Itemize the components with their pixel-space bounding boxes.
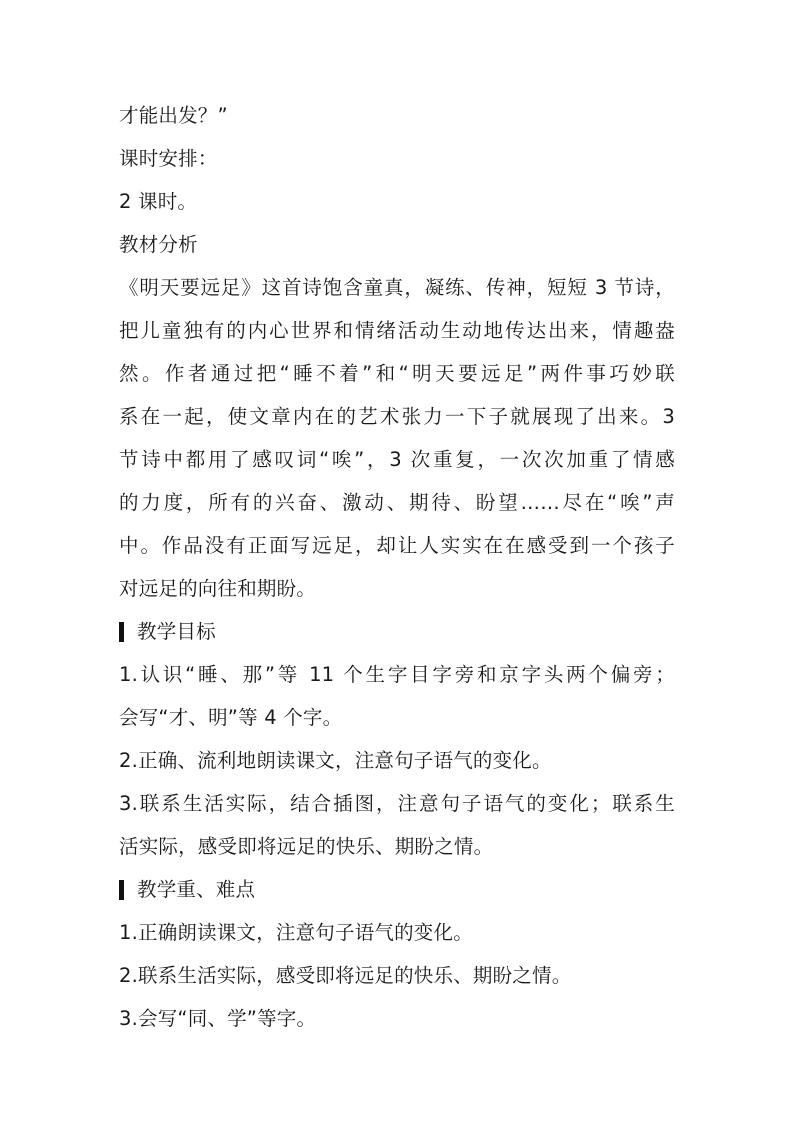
analysis-paragraph-line: 《明天要远足》这首诗饱含童真，凝练、传神，短短 3 节诗，	[119, 276, 675, 299]
analysis-paragraph-line: 的力度，所有的兴奋、激动、期待、盼望……尽在“唉”声	[119, 491, 675, 514]
key-points-title: 教学重、难点	[137, 878, 256, 901]
objective-line: 2.正确、流利地朗读课文，注意句子语气的变化。	[119, 749, 552, 772]
heading-marker-bar	[119, 880, 124, 900]
analysis-title: 教材分析	[119, 233, 198, 256]
analysis-paragraph-line: 把儿童独有的内心世界和情绪活动生动地传达出来，情趣盎	[119, 319, 675, 342]
schedule-label: 课时安排：	[119, 147, 218, 170]
analysis-paragraph-line: 系在一起，使文章内在的艺术张力一下子就展现了出来。3	[119, 405, 675, 428]
heading-marker-bar	[119, 622, 124, 642]
analysis-paragraph-line: 节诗中都用了感叹词“唉”，3 次重复，一次次加重了情感	[119, 448, 675, 471]
objective-line: 1.认识“睡、那”等 11 个生字目字旁和京字头两个偏旁；	[119, 663, 675, 686]
key-points-heading	[119, 877, 255, 903]
analysis-paragraph-line: 然。作者通过把“睡不着”和“明天要远足”两件事巧妙联	[119, 362, 675, 385]
objective-line: 会写“才、明”等 4 个字。	[119, 706, 343, 729]
key-point-line: 3.会写“同、学”等字。	[119, 1007, 317, 1030]
objectives-heading	[119, 619, 216, 645]
intro-line: 才能出发？”	[119, 104, 228, 127]
objective-line: 3.联系生活实际，结合插图，注意句子语气的变化；联系生	[119, 792, 675, 815]
key-point-line: 2.联系生活实际，感受即将远足的快乐、期盼之情。	[119, 964, 572, 987]
schedule-value: 2 课时。	[119, 190, 198, 213]
analysis-paragraph-line: 中。作品没有正面写远足，却让人实实在在感受到一个孩子	[119, 534, 675, 557]
objective-line: 活实际，感受即将远足的快乐、期盼之情。	[119, 835, 494, 858]
analysis-paragraph-line: 对远足的向往和期盼。	[119, 577, 317, 600]
objectives-title: 教学目标	[137, 620, 216, 643]
key-point-line: 1.正确朗读课文，注意句子语气的变化。	[119, 921, 473, 944]
